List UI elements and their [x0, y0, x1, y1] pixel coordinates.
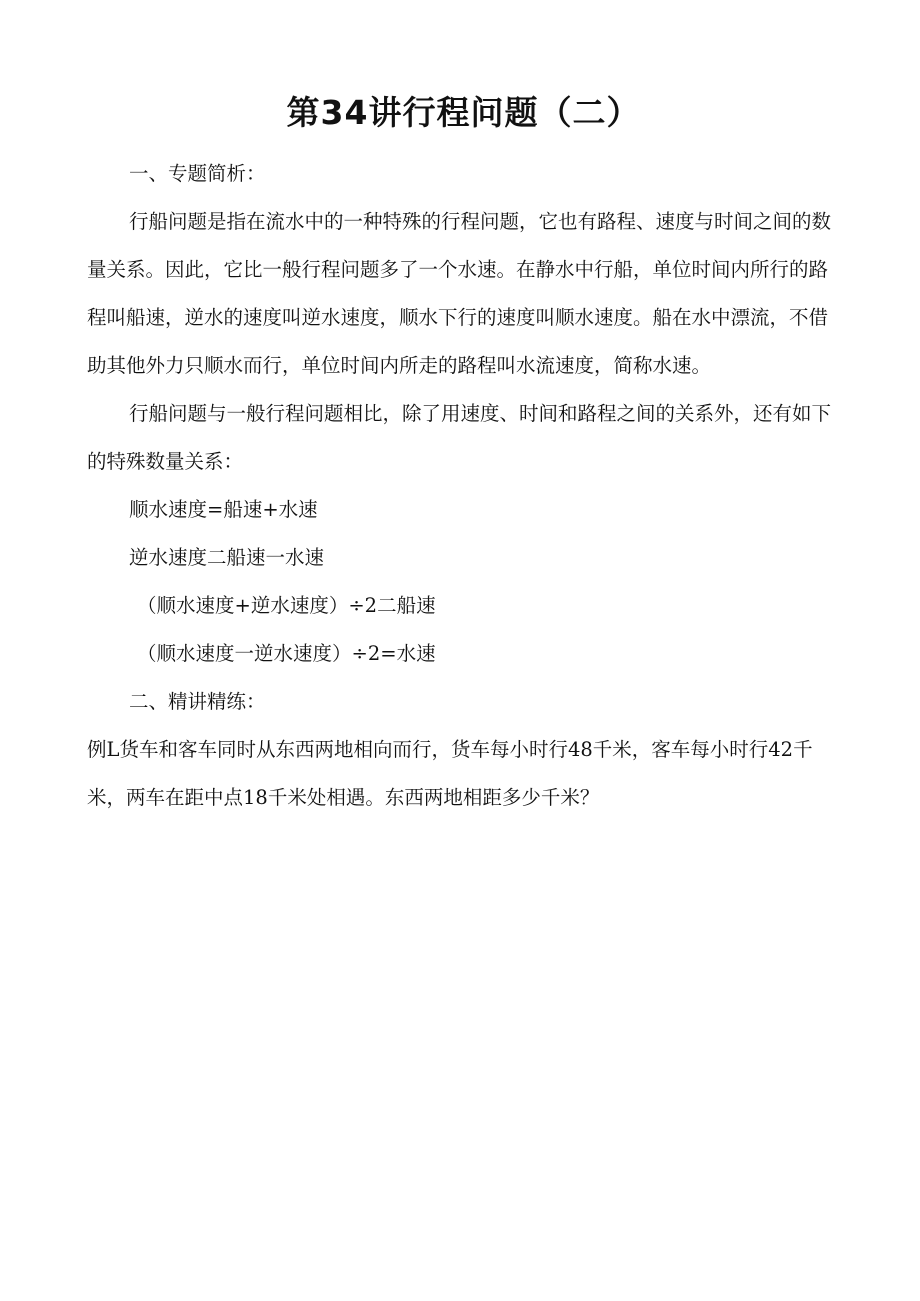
- formula-downstream-speed: 顺水速度=船速+水速: [129, 498, 318, 521]
- paragraph-boat-problem-intro: 行船问题是指在流水中的一种特殊的行程问题，它也有路程、速度与时间之间的数量关系。因此，它比一般行程问题多了一个水速。在静水中行船，单位时间内所行的路程叫船速，逆水的速度叫逆水速度，顺水下行的速度叫顺水速度。船在水中漂流，不借助其他外力只顺水而行，单位时间内所走的路程叫水流速度，简称水速。: [87, 210, 832, 377]
- section-heading-practice: 二、精讲精练：: [129, 690, 266, 713]
- formula-boat-speed: （顺水速度+逆水速度）÷2二船速: [137, 594, 436, 617]
- page-title: 第34讲行程问题（二）: [286, 93, 641, 132]
- section-heading-analysis: 一、专题简析：: [129, 162, 266, 185]
- paragraph-special-relations: 行船问题与一般行程问题相比，除了用速度、时间和路程之间的关系外，还有如下的特殊数量关系：: [87, 402, 832, 473]
- formula-water-speed: （顺水速度一逆水速度）÷2=水速: [137, 642, 436, 665]
- example-1-question: 例L货车和客车同时从东西两地相向而行，货车每小时行48千米，客车每小时行42千米，两车在距中点18千米处相遇。东西两地相距多少千米？: [87, 738, 813, 809]
- formula-upstream-speed: 逆水速度二船速一水速: [129, 546, 325, 569]
